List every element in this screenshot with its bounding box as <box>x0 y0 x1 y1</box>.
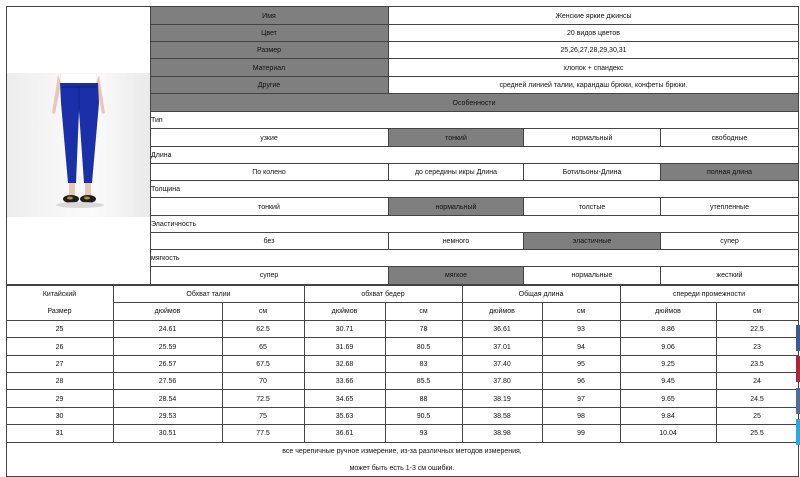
table-cell: 25.5 <box>750 430 764 437</box>
thickness-option: тонкий <box>258 203 280 211</box>
table-cell: 30.51 <box>158 430 177 437</box>
vk-share-icon[interactable] <box>796 388 800 414</box>
length-cm-header: см <box>576 308 586 315</box>
table-cell: 27 <box>55 361 64 368</box>
thickness-option: толстые <box>578 203 606 211</box>
table-cell: 36.61 <box>335 430 354 437</box>
rise-header: спереди промежности <box>672 291 746 298</box>
table-cell: 77.5 <box>256 430 270 437</box>
table-cell: 38.98 <box>493 430 511 437</box>
elasticity-option: немного <box>442 238 470 245</box>
color-value: 20 видов цветов <box>566 30 621 37</box>
table-cell: 9.06 <box>661 343 675 351</box>
table-cell: 70 <box>259 378 267 385</box>
table-cell: 88 <box>419 395 428 403</box>
table-cell: 65 <box>259 343 267 351</box>
table-cell: 38.19 <box>493 395 511 403</box>
hips-cm-header: см <box>419 308 428 315</box>
elasticity-option: супер <box>720 238 739 245</box>
table-cell: 96 <box>577 378 585 385</box>
table-cell: 30 <box>55 413 64 420</box>
hips-inch-header: дюймов <box>331 308 358 315</box>
thickness-label: Толщина <box>151 186 180 193</box>
length-option: до середины икры Длина <box>414 169 498 176</box>
table-cell: 78 <box>419 326 428 333</box>
table-cell: 99 <box>577 430 585 437</box>
facebook-share-icon[interactable] <box>796 325 800 351</box>
pinterest-share-icon[interactable] <box>796 356 800 382</box>
length-header: Общая длина <box>518 291 564 298</box>
table-cell: 9.65 <box>661 395 675 403</box>
length-option-selected: полная длина <box>661 164 798 181</box>
features-title: Особенности <box>150 94 798 112</box>
rise-cm-header: см <box>752 308 762 315</box>
color-label: Цвет <box>150 25 388 42</box>
measurement-note-2: может быть есть 1-3 см ошибки. <box>349 464 455 472</box>
softness-label: мягкость <box>151 255 180 262</box>
name-label: Имя <box>150 7 388 25</box>
table-cell: 23.5 <box>750 361 764 368</box>
name-value: Женские яркие джинсы <box>555 12 632 20</box>
table-cell: 24.61 <box>158 326 177 333</box>
table-cell: 33.66 <box>335 378 354 385</box>
type-option: свободные <box>711 134 748 142</box>
table-cell: 35.63 <box>335 413 354 420</box>
table-cell: 67.5 <box>256 361 270 368</box>
other-label: Другие <box>150 77 388 94</box>
table-cell: 26 <box>55 343 64 351</box>
other-value: средней линией талии, карандаш брюки, конфеты брюки. <box>499 82 688 89</box>
table-cell: 38.58 <box>493 413 511 420</box>
type-label: Тип <box>151 117 163 124</box>
waist-header: Обхват талии <box>186 291 231 298</box>
size-header: Размер <box>47 308 72 315</box>
table-cell: 9.45 <box>661 378 675 385</box>
table-cell: 31.69 <box>335 343 354 351</box>
table-cell: 37.40 <box>493 361 511 368</box>
table-cell: 25.59 <box>158 343 177 351</box>
table-cell: 24.5 <box>750 395 764 403</box>
elasticity-label: Эластичность <box>151 221 197 228</box>
length-option: По колено <box>252 169 286 176</box>
size-value: 25,26,27,28,29,30,31 <box>560 47 627 54</box>
table-cell: 9.84 <box>661 413 675 420</box>
table-cell: 85.5 <box>416 378 431 385</box>
table-cell: 37.80 <box>493 378 511 385</box>
table-cell: 29 <box>55 395 64 403</box>
table-cell: 23 <box>753 343 761 351</box>
elasticity-option-selected: эластичные <box>524 233 660 250</box>
table-cell: 34.65 <box>335 395 354 403</box>
table-cell: 80.5 <box>416 343 431 351</box>
table-cell: 27.56 <box>158 378 177 385</box>
table-cell: 95 <box>577 361 585 368</box>
table-cell: 93 <box>419 430 428 437</box>
elasticity-option: без <box>263 238 275 245</box>
hips-header: обхват бедер <box>361 291 405 298</box>
length-label: Длина <box>151 152 172 159</box>
rise-inch-header: дюймов <box>655 308 681 315</box>
chinese-header: Китайский <box>42 291 77 298</box>
type-option: узкие <box>260 134 278 142</box>
material-label: Материал <box>150 59 388 77</box>
table-cell: 28.54 <box>158 395 177 403</box>
table-cell: 28 <box>55 378 64 385</box>
table-cell: 31 <box>55 430 64 437</box>
table-cell: 83 <box>419 361 428 368</box>
jeans-model-illustration <box>6 73 150 217</box>
table-cell: 26.57 <box>158 361 177 368</box>
softness-option: жесткий <box>716 272 743 279</box>
table-cell: 29.53 <box>158 413 177 420</box>
table-cell: 72.5 <box>256 395 270 403</box>
table-cell: 94 <box>577 343 585 351</box>
table-cell: 37.01 <box>493 343 511 351</box>
thickness-option-selected: нормальный <box>389 198 523 216</box>
table-cell: 9.25 <box>661 361 675 368</box>
table-cell: 98 <box>577 413 585 420</box>
measurement-note-1: все черепичные ручное измерение, из-за различных методов измерения, <box>282 448 522 455</box>
table-cell: 93 <box>577 326 585 333</box>
table-cell: 62.5 <box>256 326 270 333</box>
table-cell: 90.5 <box>416 413 431 420</box>
table-cell: 22.5 <box>750 326 764 333</box>
table-cell: 8.86 <box>661 326 675 333</box>
thickness-option: утепленные <box>710 203 749 211</box>
softness-option-selected: мягкое <box>389 267 523 284</box>
table-cell: 25 <box>753 413 761 420</box>
table-cell: 30.71 <box>335 326 354 333</box>
material-value: хлопок + спандекс <box>563 64 624 72</box>
length-option: Ботильоны-Длина <box>562 169 622 176</box>
softness-option: супер <box>259 272 279 279</box>
waist-cm-header: см <box>258 308 268 315</box>
table-cell: 75 <box>259 413 267 420</box>
softness-option: нормальные <box>571 272 613 279</box>
size-label: Размер <box>150 42 388 59</box>
length-inch-header: дюймов <box>489 308 515 315</box>
table-cell: 97 <box>577 395 585 403</box>
table-cell: 25 <box>55 326 64 333</box>
waist-inch-header: дюймов <box>154 308 181 315</box>
type-option: нормальный <box>571 134 613 142</box>
table-cell: 32.68 <box>335 361 354 368</box>
table-cell: 36.61 <box>493 326 511 333</box>
table-cell: 10.04 <box>659 430 677 437</box>
product-photo <box>6 73 150 217</box>
table-cell: 24 <box>753 378 761 385</box>
twitter-share-icon[interactable] <box>796 419 800 445</box>
type-option-selected: тонкий <box>389 129 523 147</box>
